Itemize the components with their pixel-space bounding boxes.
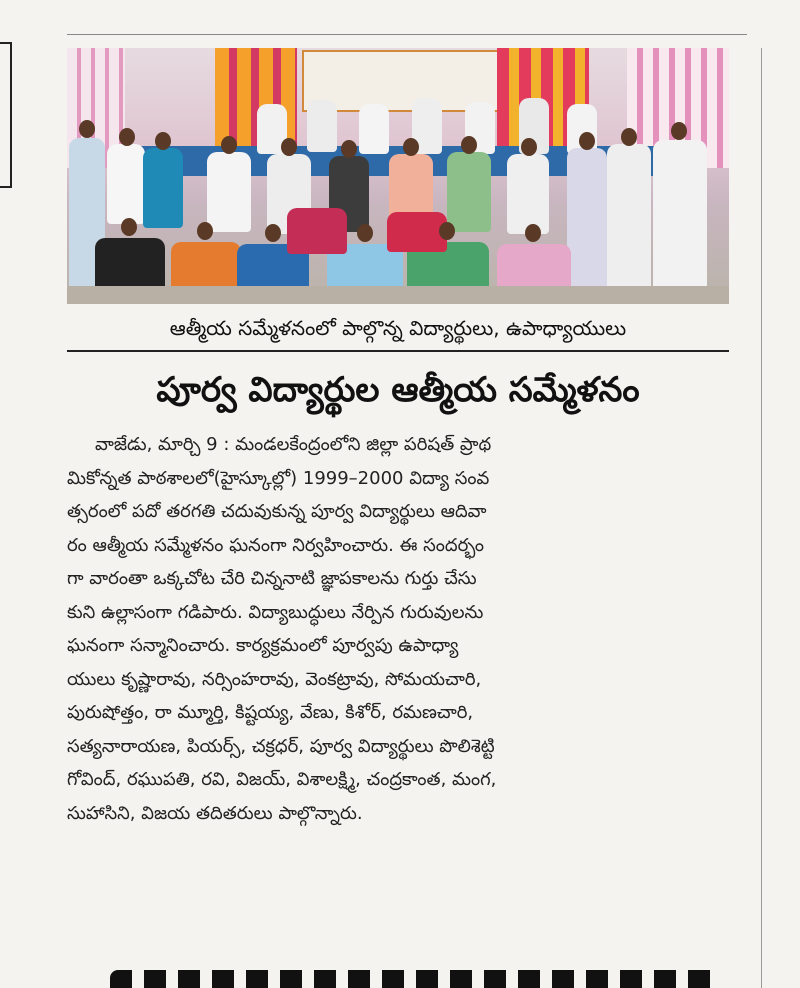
- body-line: సుహాసిని, విజయ తదితరులు పాల్గొన్నారు.: [67, 802, 363, 824]
- photo-caption: ఆత్మీయ సమ్మేళనంలో పాల్గొన్న విద్యార్థులు, ఉపాధ్యాయులు: [67, 306, 729, 352]
- column-divider: [761, 48, 762, 988]
- body-line: త్సరంలో పదో తరగతి చదువుకున్న పూర్వ విద్యార్థులు ఆదివా: [67, 501, 487, 522]
- article-body: [67, 428, 729, 830]
- next-headline-fragment: [110, 968, 720, 988]
- top-divider: [67, 34, 747, 35]
- adjacent-column-fragment: [770, 0, 800, 988]
- body-line: వాజేడు, మార్చి 9 : మండలకేంద్రంలోని జిల్లా పరిషత్ ప్రాథ: [95, 434, 492, 455]
- previous-article-text-fragment: [440, 0, 800, 8]
- left-column-border: [0, 42, 12, 188]
- body-line: రం ఆత్మీయ సమ్మేళనం ఘనంగా నిర్వహించారు. ఈ సందర్భం: [67, 534, 484, 556]
- body-line: మికోన్నత పాఠశాలలో(హైస్కూల్లో) 1999–2000 విద్యా సంవ: [67, 467, 490, 489]
- body-line: గా వారంతా ఒక్కచోట చేరి చిన్ననాటి జ్ఞాపకాలను గుర్తు చేసు: [67, 568, 477, 589]
- body-line: యులు కృష్ణారావు, నర్సింహరావు, వెంకట్రావు, సోమయచారి,: [67, 668, 482, 690]
- article-headline: పూర్వ విద్యార్థుల ఆత్మీయ సమ్మేళనం: [156, 370, 640, 410]
- body-line: పురుషోత్తం, రా మ్మూర్తి, కిష్టయ్య, వేణు, కిశోర్, రమణచారి,: [67, 702, 474, 723]
- body-line: గోవింద్, రఘుపతి, రవి, విజయ్, విశాలక్ష్మి, చంద్రకాంత, మంగ,: [67, 769, 497, 790]
- body-line: సత్యనారాయణ, పియర్స్, చక్రధర్, పూర్వ విద్యార్థులు పొలిశెట్టి: [67, 735, 495, 757]
- body-line: కుని ఉల్లాసంగా గడిపారు. విద్యాబుద్ధులు నేర్పిన గురువులను: [67, 601, 484, 623]
- group-photo: [67, 48, 729, 304]
- body-line: ఘనంగా సన్మానించారు. కార్యక్రమంలో పూర్వపు ఉపాధ్యా: [67, 635, 459, 656]
